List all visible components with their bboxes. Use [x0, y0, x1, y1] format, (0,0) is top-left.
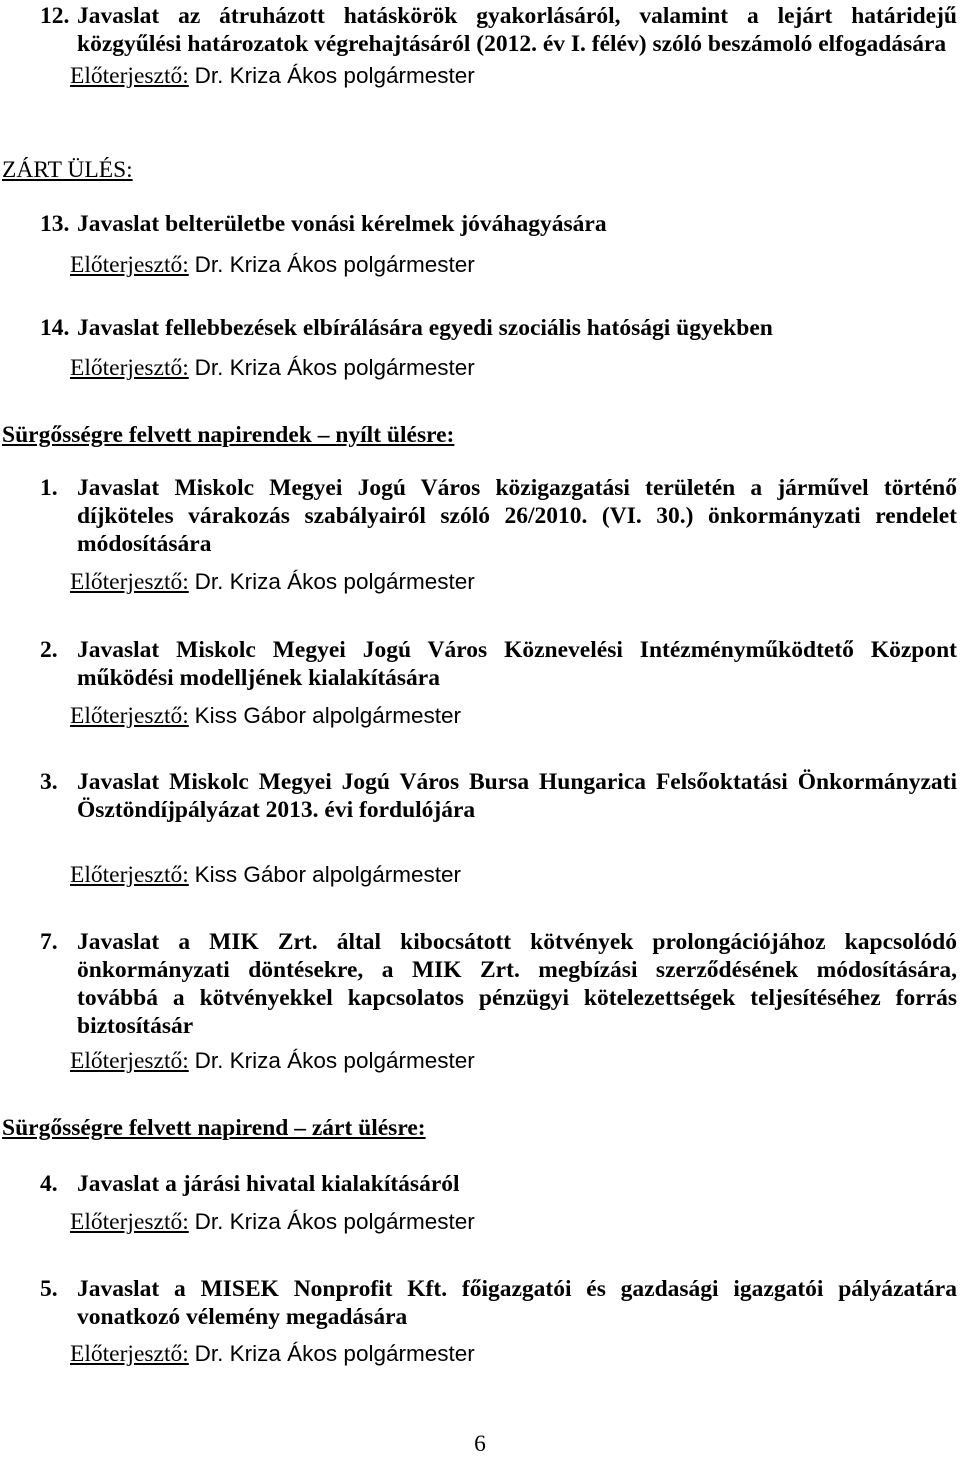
- agenda-item-5: [0, 1275, 960, 1368]
- presenter-line: [70, 861, 461, 889]
- item-title-line: díjköteles várakozás szabályairól szóló 26/2010. (VI. 30.) önkormányzati rendelet: [77, 503, 957, 529]
- agenda-item-4: [0, 1170, 960, 1236]
- item-title: [77, 1275, 957, 1331]
- presenter-label: Előterjesztő:: [70, 63, 189, 89]
- presenter-line: [70, 1340, 475, 1368]
- presenter-name: Dr. Kriza Ákos polgármester: [194, 1341, 475, 1366]
- item-title-line: módosítására: [77, 531, 212, 557]
- item-title-line: Javaslat a járási hivatal kialakításáról: [77, 1171, 460, 1197]
- presenter-line: [70, 251, 475, 279]
- item-title-line: Javaslat a MIK Zrt. által kibocsátott kötvények prolongációjához kapcsolódó: [77, 929, 957, 955]
- section-heading-urgent-open: Sürgősségre felvett napirendek – nyílt ülésre:: [2, 422, 455, 448]
- item-title-line: továbbá a kötvényekkel kapcsolatos pénzügyi kötelezettségek teljesítéséhez forrás: [77, 985, 957, 1011]
- item-title: [77, 1170, 957, 1198]
- item-title-line: működési modelljének kialakítására: [77, 665, 440, 691]
- agenda-item-3: [0, 768, 960, 889]
- presenter-label: Előterjesztő:: [70, 569, 189, 595]
- presenter-label: Előterjesztő:: [70, 355, 189, 381]
- item-title: [77, 314, 957, 342]
- item-number: 13.: [40, 211, 70, 237]
- agenda-item-14: [0, 314, 960, 382]
- presenter-label: Előterjesztő:: [70, 1341, 189, 1367]
- item-number: 7.: [40, 929, 58, 955]
- agenda-item-12: [0, 2, 960, 90]
- item-title-line: Javaslat Miskolc Megyei Jogú Város Bursa Hungarica Felsőoktatási Önkormányzati: [77, 769, 957, 795]
- presenter-line: [70, 568, 475, 596]
- presenter-line: [70, 702, 461, 730]
- presenter-label: Előterjesztő:: [70, 703, 189, 729]
- item-number: 3.: [40, 769, 58, 795]
- item-title-line: Javaslat belterületbe vonási kérelmek jóváhagyására: [77, 211, 607, 237]
- item-number: 1.: [40, 475, 58, 501]
- item-title-line: Javaslat a MISEK Nonprofit Kft. főigazgatói és gazdasági igazgatói pályázatára: [77, 1276, 957, 1302]
- item-title: [77, 768, 957, 824]
- presenter-label: Előterjesztő:: [70, 1048, 189, 1074]
- agenda-item-1: [0, 474, 960, 596]
- item-title: [77, 210, 957, 238]
- presenter-name: Dr. Kriza Ákos polgármester: [194, 1209, 475, 1234]
- item-title-line: közgyűlési határozatok végrehajtásáról (2012. év I. félév) szóló beszámoló elfogadására: [77, 31, 947, 57]
- item-title: [77, 928, 957, 1040]
- item-title-line: biztosításár: [77, 1013, 194, 1039]
- presenter-label: Előterjesztő:: [70, 862, 189, 888]
- item-number: 12.: [40, 3, 70, 29]
- item-number: 4.: [40, 1171, 58, 1197]
- section-heading-closed-session: ZÁRT ÜLÉS:: [2, 157, 133, 183]
- presenter-name: Kiss Gábor alpolgármester: [194, 862, 462, 887]
- item-number: 5.: [40, 1276, 58, 1302]
- item-title: [77, 636, 957, 692]
- item-title: [77, 474, 957, 558]
- agenda-item-7: [0, 928, 960, 1075]
- presenter-name: Dr. Kriza Ákos polgármester: [194, 1048, 475, 1073]
- presenter-line: [70, 62, 475, 90]
- presenter-line: [70, 1208, 475, 1236]
- item-title-line: önkormányzati döntésekre, a MIK Zrt. megbízási szerződésének módosítására,: [77, 957, 957, 983]
- item-title-line: Javaslat Miskolc Megyei Jogú Város Köznevelési Intézményműködtető Központ: [77, 637, 957, 663]
- section-heading-urgent-closed: Sürgősségre felvett napirend – zárt ülésre:: [2, 1115, 426, 1141]
- presenter-name: Kiss Gábor alpolgármester: [194, 703, 462, 728]
- agenda-item-2: [0, 636, 960, 730]
- agenda-item-13: [0, 210, 960, 279]
- item-title-line: Ösztöndíjpályázat 2013. évi fordulójára: [77, 797, 476, 823]
- item-title-line: Javaslat az átruházott hatáskörök gyakorlásáról, valamint a lejárt határidejű: [77, 3, 957, 29]
- presenter-name: Dr. Kriza Ákos polgármester: [194, 63, 475, 88]
- item-title-line: vonatkozó vélemény megadására: [77, 1304, 408, 1330]
- presenter-label: Előterjesztő:: [70, 1209, 189, 1235]
- item-number: 2.: [40, 637, 58, 663]
- page-number: 6: [474, 1431, 486, 1457]
- presenter-name: Dr. Kriza Ákos polgármester: [194, 252, 475, 277]
- item-number: 14.: [40, 315, 70, 341]
- item-title-line: Javaslat Miskolc Megyei Jogú Város közigazgatási területén a járművel történő: [77, 475, 957, 501]
- presenter-name: Dr. Kriza Ákos polgármester: [194, 569, 475, 594]
- presenter-line: [70, 1047, 475, 1075]
- presenter-name: Dr. Kriza Ákos polgármester: [194, 355, 475, 380]
- item-title: [77, 2, 957, 58]
- item-title-line: Javaslat fellebbezések elbírálására egyedi szociális hatósági ügyekben: [77, 315, 773, 341]
- presenter-line: [70, 354, 475, 382]
- presenter-label: Előterjesztő:: [70, 252, 189, 278]
